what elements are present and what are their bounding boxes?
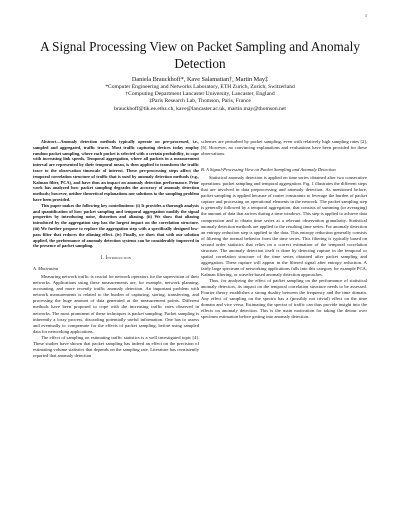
section-heading: I. Introduction xyxy=(100,256,132,262)
body-paragraph: The effect of sampling on estimating traffic statistics is a well investigated topic [4]. These studies have shown that packet sampling has indeed an effect on the precision of estimating volume statistics that depends on the sampling rate. Literature has consistently reported that anomaly detection xyxy=(33,334,199,358)
email-line: brauckhoff@tik.ee.ethz.ch, kave@lancaster.ac.uk, martin.may@thomson.net xyxy=(114,105,286,112)
abstract-contributions: This paper makes the following key contributions: (i) It provides a thorough analysis and quantification of how packet sampling and temporal aggregation modify the signal properties by introducing noise, distortion and aliasing. (ii) We show that aliasing introduced by the aggregation step has the largest impact on the correlation structure. (iii) We further propose to replace the aggregation step with a specifically designed low-pass filter that reduces the aliasing effect. (iv) Finally, we show that with our solution applied, the performance of anomaly detection systems can be considerably improved in the presence of packet sampling. xyxy=(33,202,199,249)
subsection-heading: B. A Signal-Processing View on Packet Sampling and Anomaly Detection xyxy=(201,167,336,173)
authors-line: Daniela Brauckhoff*, Kave Salamatian†, Martin May‡ xyxy=(131,76,269,83)
abstract-label: Abstract— xyxy=(41,139,61,144)
affiliation-line: †Computing Department Lancaster University, Lancaster, England xyxy=(125,91,275,98)
right-column xyxy=(201,139,367,320)
body-paragraph: Statistical anomaly detection is applied on time series obtained after two consecutive operations: packet sampling and temporal aggregation. Fig. 1 illustrates the different steps that are involved in data preprocessing and anomaly detection. As mentioned before, packet sampling is applied because of router constraints to leverage the burden of packet capture and processing on operational elements in the network. The packet sampling step is generally followed by a temporal aggregation, that consists of summing (or averaging) the amount of data that arrives during a time windows. This step is applied to achieve data compression and to obtain time series at a relevant observation granularity. Statistical anomaly detection methods are applied to the resulting time series. For anomaly detection an entropy reduction step is applied to the data. This entropy reduction generally consists of filtering the normal behavior from the time series. This filtering is typically based on second order statistics that relies on a correct estimation of the temporal correlation structure. The anomaly detection itself is done by detecting rupture in the temporal or spatial correlation structure of the time series obtained after packet sampling and aggregation. These rupture will appear in the filtered signal after entropy reduction. A fairly large spectrum of networking applications falls into this category for example PCA, Kalman filtering, or wavelet-based anomaly detection approaches. xyxy=(201,175,367,277)
body-paragraph: schemes are perturbed by packet sampling, even with relatively high sampling rates [2], [6]. However, no convincing explanations and evaluations have been provided for these observations. xyxy=(201,139,367,157)
body-paragraph: Measuring network traffic is crucial for network operators for the supervision of their networks. Applications using these measurements are, for example, network planning, accounting, and more recently traffic anomaly detection. An important problem with network measurements is related to the burden of capturing, storing, transferring, and processing the huge amount of data generated at the measurement points. Different methods have been proposed to cope with the increasing traffic rates observed in networks. The most prominent of these techniques is packet sampling. Packet sampling is inherently a lossy process, discarding potentially useful information. One has to assess and eventually to compensate for the effects of packet sampling, before using sampled data for networking applications. xyxy=(33,274,199,334)
subsection-heading: A. Motivation xyxy=(33,266,59,272)
page-number: 1 xyxy=(365,13,367,18)
paper-title: A Signal Processing View on Packet Sampling and Anomaly Detection xyxy=(40,39,360,71)
affiliations xyxy=(20,84,380,113)
left-column xyxy=(33,139,199,359)
abstract xyxy=(33,139,199,249)
body-paragraph: Thus, for analyzing the effect of packet sampling on the performance of statistical anomaly detectors, its impact on the temporal correlation structure needs to be assessed. Fourier theory establishes a strong duality between the frequency and the time domain. Any effect of sampling on the spectra has a (possibly not trivial) effect on the time domain and vice versa. Estimating the spectra of traffic can thus provide insight into the effects on anomaly detection. This is the main motivation for taking the detour over spectrum estimation before getting into anomaly detection. xyxy=(201,277,367,320)
author-list xyxy=(20,76,380,84)
abstract-text: Anomaly detection methods typically operate on pre-processed, i.e., sampled and aggregated, traffic traces. Most traffic capturing devices today employ random packet sampling, where each packet is selected with a certain probability, to cope with increasing link speeds. Temporal aggregation, where all packets in a measurement interval are represented by their temporal mean, is then applied to transform the traffic trace to the observation timescale of interest. These pre-processing steps affect the temporal correlation structure of traffic that is used by anomaly detection methods (e.g., Kalman filter, PCA), and have thus an impact on anomaly detection performance. Prior work has analyzed how packet sampling degrades the accuracy of anomaly detection methods; however, neither theoretical explanations nor solutions to the sampling problem have been provided. xyxy=(33,139,199,202)
affiliation-line: ‡Paris Research Lab, Thomson, Paris, France xyxy=(149,98,251,105)
affiliation-line: *Computer Engineering and Networks Laboratory, ETH Zurich, Zurich, Switzerland xyxy=(105,84,295,90)
